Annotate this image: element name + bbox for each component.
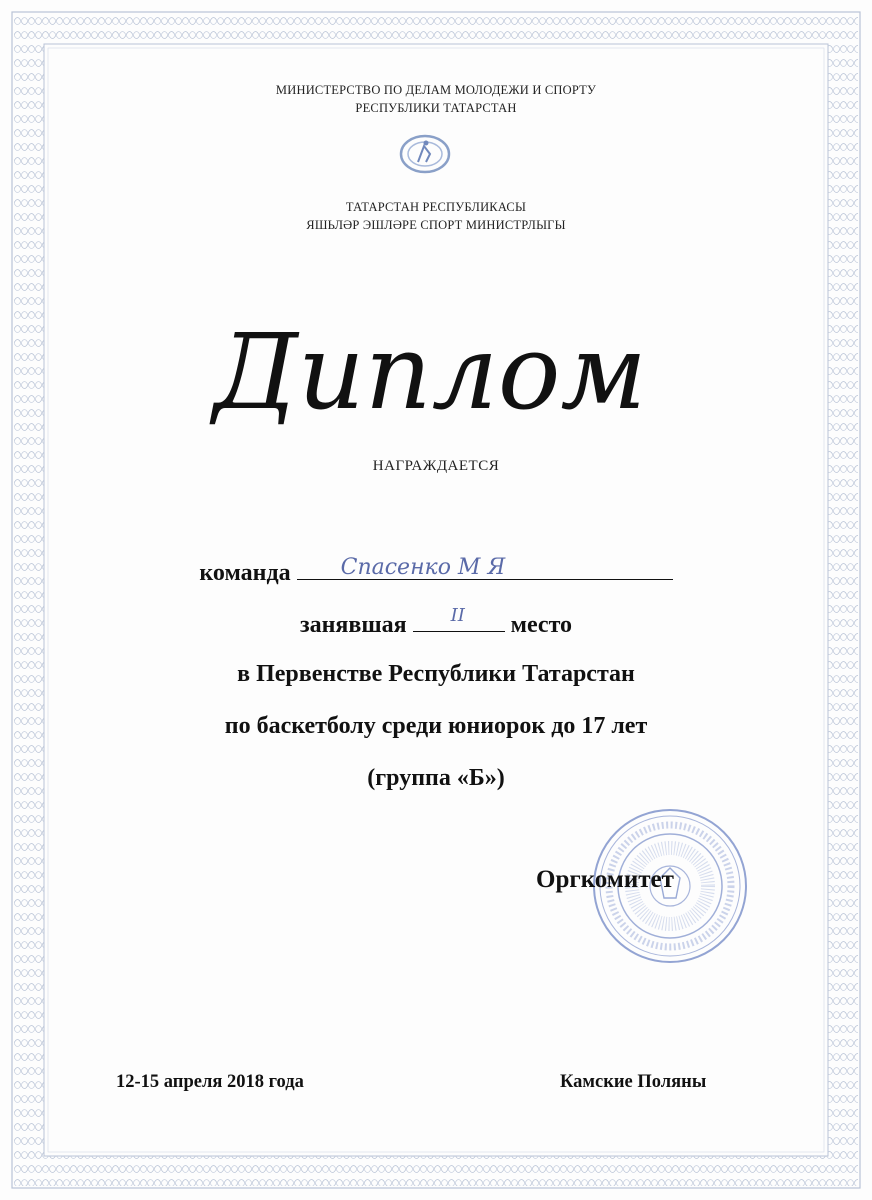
place-field bbox=[413, 605, 505, 632]
orgcommittee-label: Оргкомитет bbox=[536, 866, 674, 893]
ministry-name-ru-line1: МИНИСТЕРСТВО ПО ДЕЛАМ МОЛОДЕЖИ И СПОРТУ bbox=[275, 83, 597, 97]
team-label: команда bbox=[199, 560, 291, 586]
championship-line: в Первенстве Республики Татарстан bbox=[237, 661, 635, 687]
place-handwriting: II bbox=[450, 605, 465, 626]
ministry-name-tt-line1: ТАТАРСТАН РЕСПУБЛИКАСЫ bbox=[345, 200, 527, 214]
sport-line: по баскетболу среди юниорок до 17 лет bbox=[224, 713, 648, 739]
team-line bbox=[0, 557, 872, 587]
place-line bbox=[0, 605, 872, 639]
ministry-name-ru-line2: РЕСПУБЛИКИ ТАТАРСТАН bbox=[355, 101, 517, 115]
team-name-field bbox=[297, 557, 673, 580]
event-location: Камские Поляны bbox=[560, 1072, 707, 1092]
diploma-title-text: Диплом bbox=[213, 311, 647, 433]
team-name-handwriting: Спасенко М Я bbox=[340, 555, 506, 580]
place-suffix: место bbox=[510, 612, 573, 638]
group-line: (группа «Б») bbox=[367, 765, 505, 791]
event-dates: 12-15 апреля 2018 года bbox=[116, 1072, 304, 1092]
diploma-title bbox=[180, 298, 680, 438]
place-prefix: занявшая bbox=[299, 612, 407, 638]
awarded-label: НАГРАЖДАЕТСЯ bbox=[372, 458, 500, 474]
ministry-name-tt-line2: ЯШЬЛӘР ЭШЛӘРЕ СПОРТ МИНИСТРЛЫГЫ bbox=[306, 218, 566, 232]
ministry-emblem-icon bbox=[396, 132, 454, 176]
